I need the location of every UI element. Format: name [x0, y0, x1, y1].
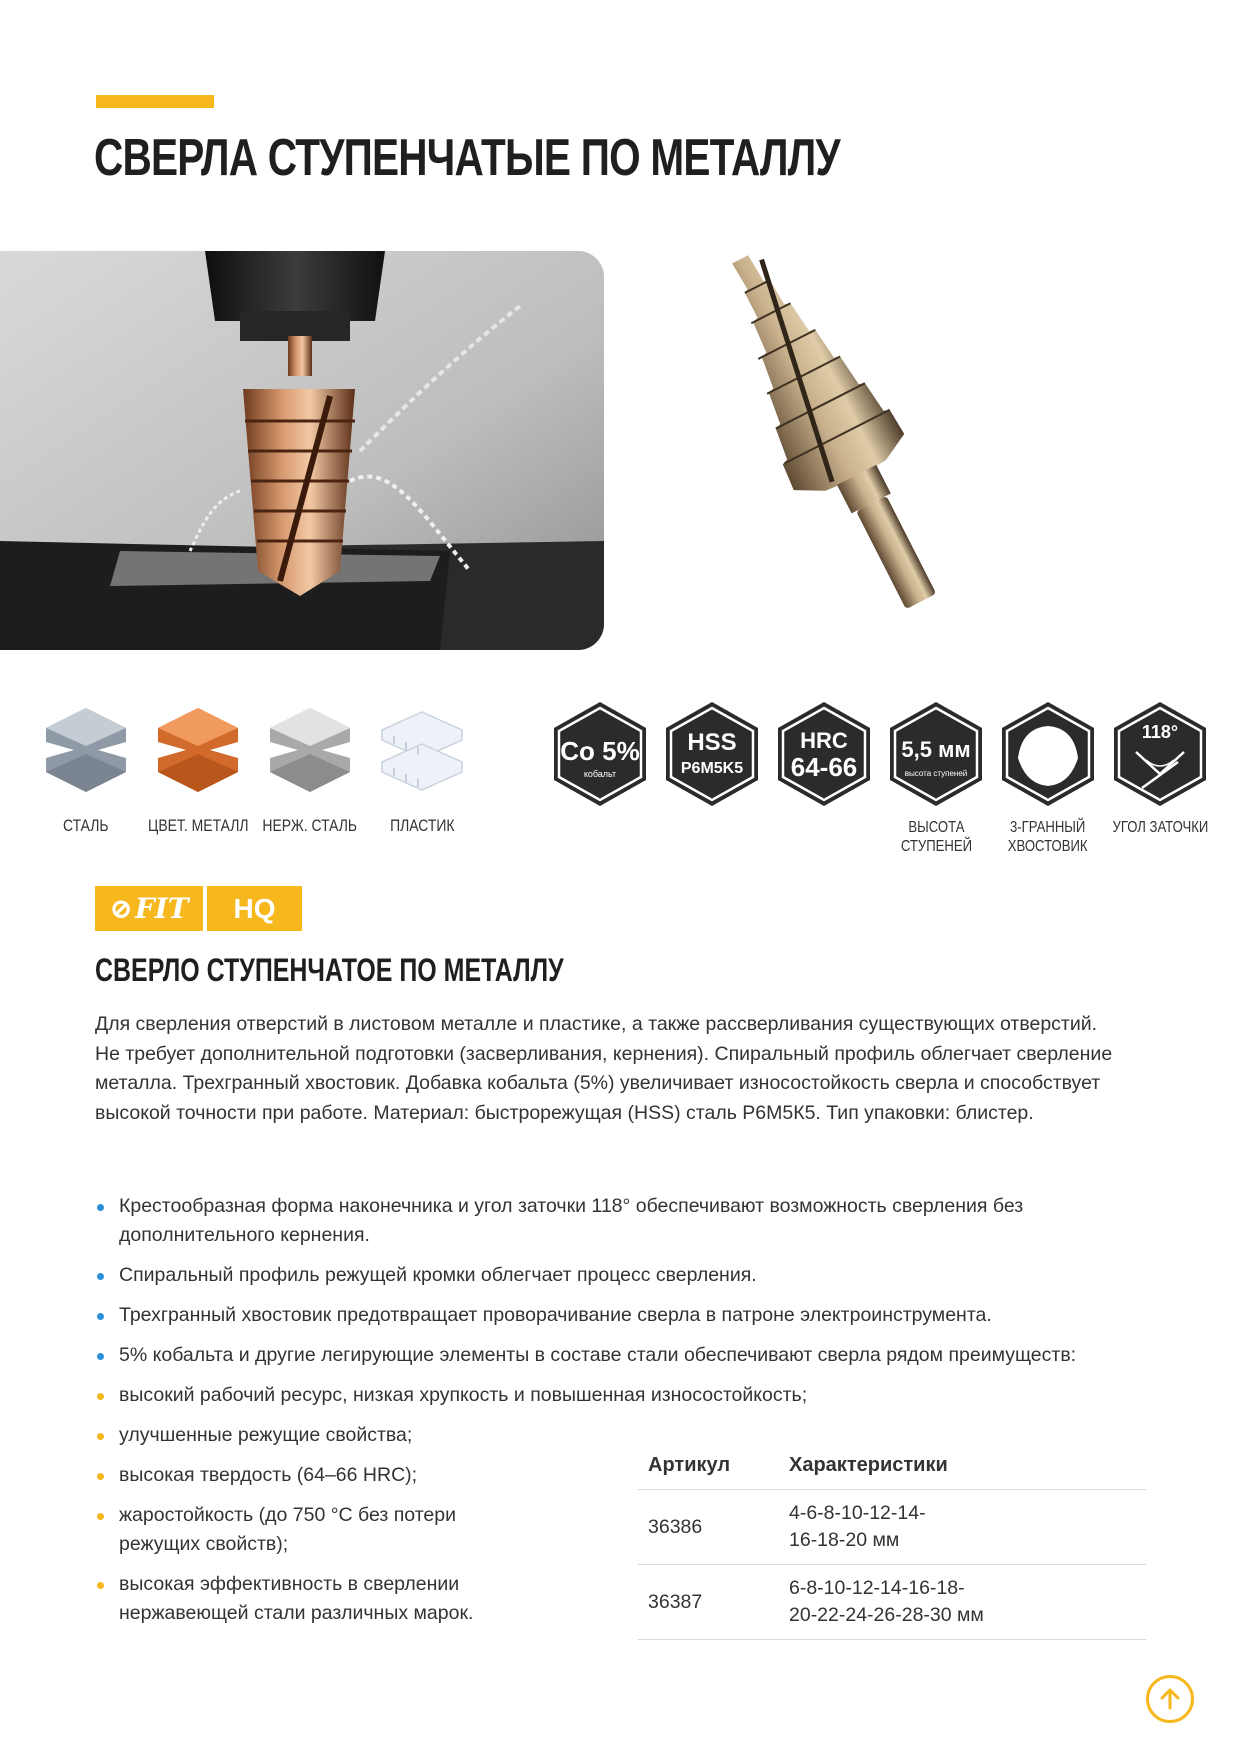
product-description: Для сверления отверстий в листовом металле и пластике, а также рассверливания существующих отверстий. Не требует дополнительной подготовки (засверливания, кернения). Спиральный профиль облегчает сверление металла. Трехгранный хвостовик. Добавка кобальта (5%) увеличивает износостойкость сверла и способствует высокой точности при работе. Материал: быстрорежущая (HSS) сталь Р6М5К5. Тип упаковки: блистер.: [95, 1013, 1113, 1124]
product-table: [638, 1450, 1146, 1640]
step-drill-photo: [690, 238, 980, 648]
material-label: ЦВЕТ. МЕТАЛЛ: [147, 816, 249, 835]
step-drill-illustration: [690, 238, 980, 648]
drilling-photo-illustration: [0, 251, 604, 650]
hss-small-text: P6M5K5: [680, 760, 744, 777]
brand-logo: [95, 886, 302, 931]
cobalt-hex-icon: [550, 700, 650, 808]
drilling-photo: [0, 251, 604, 650]
stainless-steel-icon: [262, 700, 358, 800]
spec-label: УГОЛ ЗАТОЧКИ: [1112, 819, 1208, 836]
list-item: Спиральный профиль режущей кромки облегчает процесс сверления.: [95, 1261, 1135, 1290]
hss-hex-icon: [662, 700, 762, 808]
spec-hss: [656, 700, 768, 856]
list-item: высокая эффективность в сверлении нержавеющей стали различных марок.: [95, 1570, 535, 1628]
hss-big-text: HSS: [687, 729, 737, 756]
sharpening-angle-hex-icon: [1110, 700, 1210, 808]
hrc-big-text: HRC: [800, 728, 848, 753]
brand-name: FIT: [134, 892, 189, 925]
table-header-row: [638, 1450, 1146, 1490]
spec-hrc: [768, 700, 880, 856]
spec-label: 3-ГРАННЫЙ ХВОСТОВИК: [1008, 819, 1088, 855]
spec-step-height: [880, 700, 992, 856]
step-height-hex-icon: [886, 700, 986, 808]
title-accent-bar: [96, 95, 214, 108]
brand-fit-badge: [95, 886, 203, 931]
table-header-spec: Характеристики: [789, 1454, 948, 1476]
table-cell-sku: 36387: [638, 1565, 779, 1640]
list-item: Трехгранный хвостовик предотвращает проворачивание сверла в патроне электроинструмента.: [95, 1301, 1135, 1330]
nonferrous-metal-icon: [150, 700, 246, 800]
materials-row: [30, 700, 478, 836]
list-item: улучшенные режущие свойства;: [95, 1421, 535, 1450]
table-cell-spec: 4-6-8-10-12-14- 16-18-20 мм: [779, 1490, 1146, 1565]
cobalt-big-text: Co 5%: [560, 736, 640, 766]
steel-icon: [38, 700, 134, 800]
table-header-sku: Артикул: [648, 1454, 731, 1476]
material-stainless: [254, 700, 366, 836]
brand-tier-badge: HQ: [207, 886, 302, 931]
table-cell-sku: 36386: [638, 1490, 779, 1565]
angle-big-text: 118°: [1141, 722, 1179, 742]
page-title: СВЕРЛА СТУПЕНЧАТЫЕ ПО МЕТАЛЛУ: [94, 129, 840, 187]
list-item: жаростойкость (до 750 °С без потери режущих свойств);: [95, 1501, 535, 1559]
material-steel: [30, 700, 142, 836]
material-label: СТАЛЬ: [63, 816, 109, 835]
material-label: ПЛАСТИК: [389, 816, 455, 835]
cobalt-small-text: кобальт: [583, 769, 617, 779]
arrow-up-icon: [1157, 1686, 1183, 1712]
table-row: [638, 1490, 1146, 1565]
step-height-small-text: высота ступеней: [904, 769, 968, 778]
material-nonferrous: [142, 700, 254, 836]
spec-label: ВЫСОТА СТУПЕНЕЙ: [900, 819, 972, 855]
list-item: высокая твердость (64–66 HRC);: [95, 1461, 535, 1490]
table-cell-spec: 6-8-10-12-14-16-18- 20-22-24-26-28-30 мм: [779, 1565, 1146, 1640]
spec-cobalt: [544, 700, 656, 856]
product-title: СВЕРЛО СТУПЕНЧАТОЕ ПО МЕТАЛЛУ: [95, 952, 564, 988]
scroll-to-top-button[interactable]: [1146, 1675, 1194, 1723]
hrc-small-text: 64-66: [790, 752, 858, 782]
step-height-big-text: 5,5 мм: [901, 737, 971, 762]
specs-row: [544, 700, 1216, 856]
spec-shank: [992, 700, 1104, 856]
spec-angle: [1104, 700, 1216, 856]
material-plastic: [366, 700, 478, 836]
list-item: высокий рабочий ресурс, низкая хрупкость и повышенная износостойкость;: [95, 1381, 1135, 1410]
material-label: НЕРЖ. СТАЛЬ: [262, 816, 358, 835]
brand-mark-icon: ⊘: [109, 892, 133, 925]
hrc-hex-icon: [774, 700, 874, 808]
table-row: [638, 1565, 1146, 1640]
plastic-icon: [374, 700, 470, 800]
list-item: Крестообразная форма наконечника и угол заточки 118° обеспечивают возможность сверления без дополнительного кернения.: [95, 1192, 1135, 1250]
triangular-shank-hex-icon: [998, 700, 1098, 808]
list-item: 5% кобальта и другие легирующие элементы в составе стали обеспечивают сверла рядом преимуществ:: [95, 1341, 1135, 1370]
